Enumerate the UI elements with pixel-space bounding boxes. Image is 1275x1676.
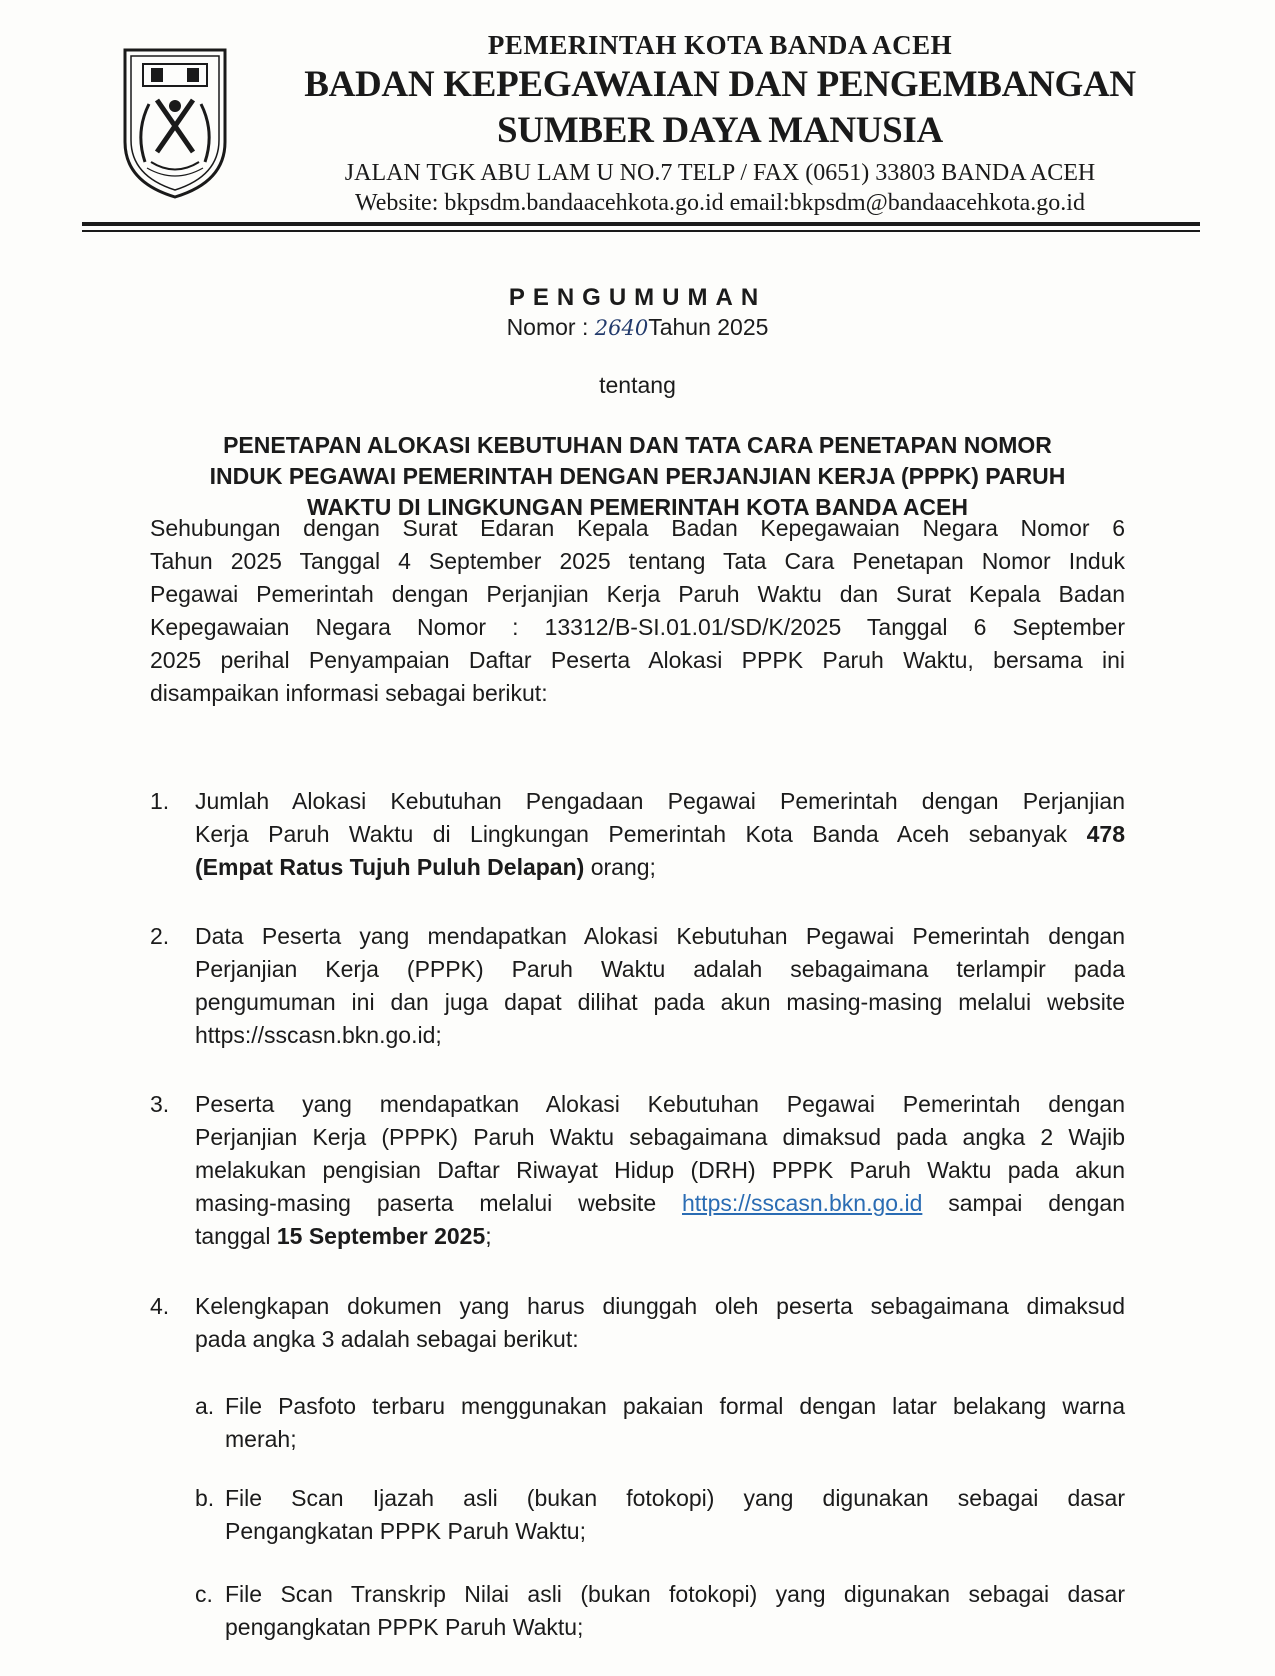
- sscasn-link[interactable]: https://sscasn.bkn.go.id: [682, 1190, 923, 1216]
- list-line: pengumuman ini dan juga dapat dilihat pada akun masing-masing melalui website: [195, 989, 1125, 1015]
- list-line: https://sscasn.bkn.go.id;: [195, 1022, 442, 1048]
- document-number: [0, 314, 1275, 341]
- tentang-label: tentang: [599, 372, 676, 398]
- list-text: [195, 1088, 1125, 1253]
- subject-line-3: WAKTU DI LINGKUNGAN PEMERINTAH KOTA BANDA ACEH: [306, 494, 968, 520]
- intro-line: Sehubungan dengan Surat Edaran Kepala Badan Kepegawaian Negara Nomor 6: [150, 515, 1125, 541]
- list-line: pada angka 3 adalah sebagai berikut:: [195, 1326, 579, 1352]
- sub-item-line: Pengangkatan PPPK Paruh Waktu;: [225, 1518, 586, 1544]
- list-line: Peserta yang mendapatkan Alokasi Kebutuhan Pegawai Pemerintah dengan: [195, 1091, 1125, 1117]
- letterhead-rule-thin: [82, 230, 1200, 232]
- letterhead-address: JALAN TGK ABU LAM U NO.7 TELP / FAX (0651) 33803 BANDA ACEH: [344, 160, 1096, 186]
- list-line: melakukan pengisian Daftar Riwayat Hidup (DRH) PPPK Paruh Waktu pada akun: [195, 1157, 1125, 1183]
- sub-item-letter: b.: [195, 1485, 215, 1511]
- list-line: Jumlah Alokasi Kebutuhan Pengadaan Pegawai Pemerintah dengan Perjanjian: [195, 788, 1125, 814]
- list-number: 1.: [150, 788, 170, 814]
- sub-item-line: pengangkatan PPPK Paruh Waktu;: [225, 1614, 584, 1640]
- list-line-part: masing-masing paserta melalui website: [195, 1190, 682, 1216]
- nomor-prefix: Nomor :: [506, 314, 595, 340]
- list-line: [195, 851, 1125, 884]
- list-number: 3.: [150, 1091, 170, 1117]
- letterhead-agency-line2: SUMBER DAYA MANUSIA: [497, 110, 943, 151]
- deadline-date: 15 September 2025: [276, 1223, 486, 1249]
- list-line-part: sampai dengan: [922, 1190, 1125, 1216]
- sub-item-letter: c.: [195, 1581, 213, 1607]
- sub-item-letter: a.: [195, 1393, 215, 1419]
- sub-item-text: [225, 1578, 1125, 1644]
- intro-paragraph: [150, 512, 1125, 710]
- intro-line: 2025 perihal Penyampaian Daftar Peserta Alokasi PPPK Paruh Waktu, bersama ini: [150, 647, 1125, 673]
- sub-item-line: File Scan Ijazah asli (bukan fotokopi) yang digunakan sebagai dasar: [225, 1485, 1125, 1511]
- intro-line: Pegawai Pemerintah dengan Perjanjian Kerja Paruh Waktu dan Surat Kepala Badan: [150, 581, 1125, 607]
- list-line-part: tanggal: [195, 1223, 277, 1249]
- list-number: 4.: [150, 1293, 170, 1319]
- sub-item-line: merah;: [225, 1426, 297, 1452]
- list-line: [195, 818, 1125, 851]
- subject-line-2: INDUK PEGAWAI PEMERINTAH DENGAN PERJANJIAN KERJA (PPPK) PARUH: [209, 463, 1066, 489]
- sub-item-text: [225, 1482, 1125, 1548]
- sub-item-line: File Pasfoto terbaru menggunakan pakaian formal dengan latar belakang warna: [225, 1393, 1125, 1419]
- city-emblem-logo: [115, 42, 235, 202]
- list-line: [195, 1187, 1125, 1220]
- sub-item-text: [225, 1390, 1125, 1456]
- list-line-part: Kerja Paruh Waktu di Lingkungan Pemerintah Kota Banda Aceh sebanyak: [195, 821, 1087, 847]
- list-line: Perjanjian Kerja (PPPK) Paruh Waktu adalah sebagaimana terlampir pada: [195, 956, 1125, 982]
- letterhead: [240, 28, 1200, 218]
- letterhead-government: PEMERINTAH KOTA BANDA ACEH: [487, 30, 953, 60]
- subject-line-1: PENETAPAN ALOKASI KEBUTUHAN DAN TATA CARA PENETAPAN NOMOR: [223, 432, 1052, 458]
- list-line-part: ;: [485, 1223, 492, 1249]
- list-text: [195, 920, 1125, 1052]
- document-subject: [0, 430, 1275, 523]
- nomor-handwritten: 2640: [594, 316, 649, 340]
- list-line: Perjanjian Kerja (PPPK) Paruh Waktu sebagaimana dimaksud pada angka 2 Wajib: [195, 1124, 1125, 1150]
- letterhead-rule-thick: [82, 222, 1200, 226]
- list-line: [195, 1220, 1125, 1253]
- allocation-count-words: (Empat Ratus Tujuh Puluh Delapan): [195, 854, 585, 880]
- list-text: [195, 785, 1125, 884]
- allocation-count: 478: [1086, 821, 1125, 847]
- list-text: [195, 1290, 1125, 1356]
- intro-line: Kepegawaian Negara Nomor : 13312/B-SI.01.01/SD/K/2025 Tanggal 6 September: [150, 614, 1125, 640]
- list-number: 2.: [150, 923, 170, 949]
- letterhead-contact: Website: bkpsdm.bandaacehkota.go.id email:bkpsdm@bandaacehkota.go.id: [355, 190, 1085, 216]
- nomor-suffix: Tahun 2025: [648, 314, 769, 340]
- intro-line: disampaikan informasi sebagai berikut:: [150, 680, 548, 706]
- list-line: Data Peserta yang mendapatkan Alokasi Kebutuhan Pegawai Pemerintah dengan: [195, 923, 1125, 949]
- sub-item-line: File Scan Transkrip Nilai asli (bukan fotokopi) yang digunakan sebagai dasar: [225, 1581, 1125, 1607]
- letterhead-agency-line1: BADAN KEPEGAWAIAN DAN PENGEMBANGAN: [304, 64, 1136, 105]
- list-line: Kelengkapan dokumen yang harus diunggah oleh peserta sebagaimana dimaksud: [195, 1293, 1125, 1319]
- list-line-part: orang;: [584, 854, 656, 880]
- document-title: PENGUMUMAN: [508, 284, 767, 311]
- intro-line: Tahun 2025 Tanggal 4 September 2025 tentang Tata Cara Penetapan Nomor Induk: [150, 548, 1125, 574]
